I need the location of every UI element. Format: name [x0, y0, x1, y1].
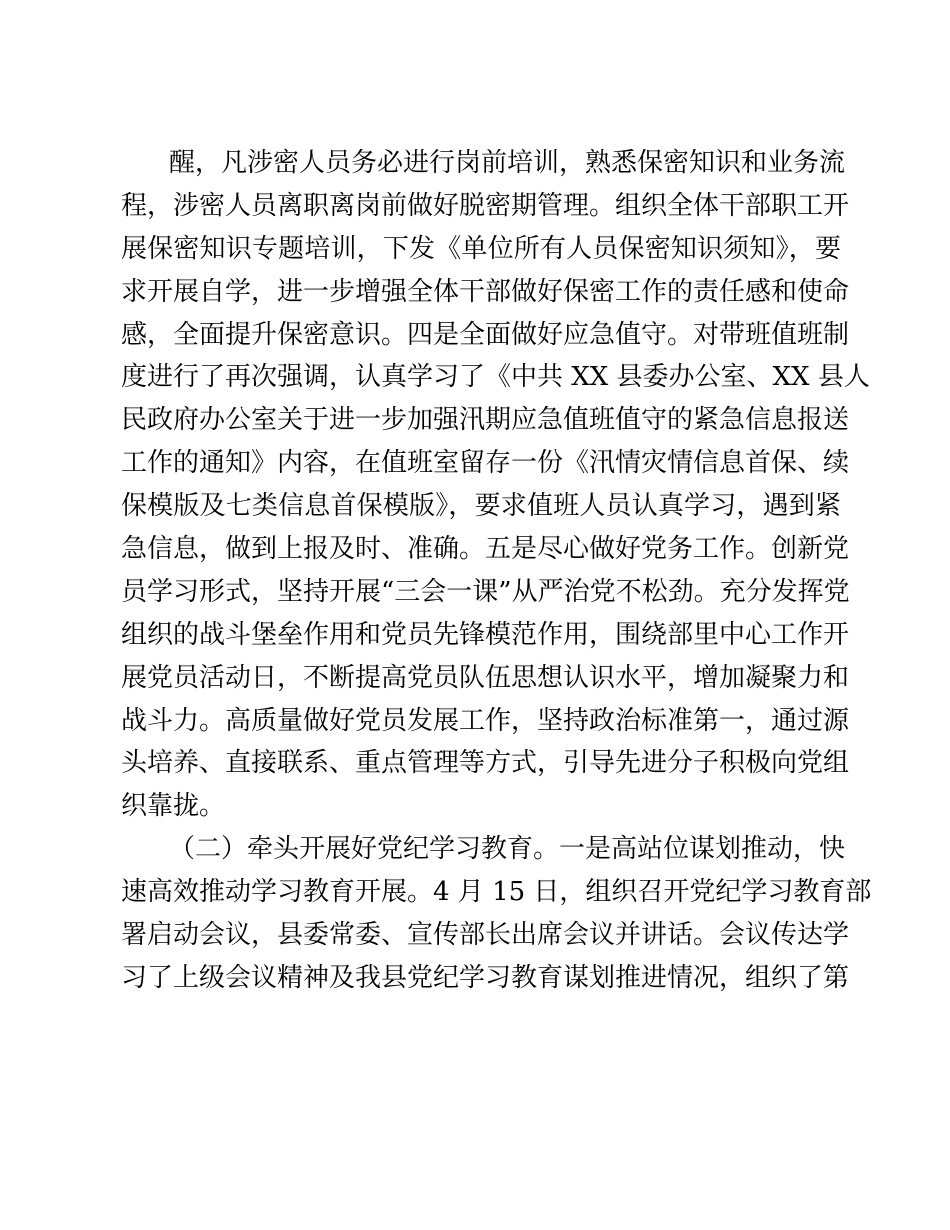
paragraph-line-20: 习了上级会议精神及我县党纪学习教育谋划推进情况，组织了第 — [121, 962, 850, 993]
paragraph-line-4: 求开展自学，进一步增强全体干部做好保密工作的责任感和使命 — [121, 276, 850, 307]
paragraph-line-9: 保模版及七类信息首保模版》，要求值班人员认真学习，遇到紧 — [121, 491, 841, 522]
paragraph-line-14: 战斗力。高质量做好党员发展工作，坚持政治标准第一，通过源 — [121, 705, 850, 736]
paragraph-line-15: 头培养、直接联系、重点管理等方式，引导先进分子积极向党组 — [121, 748, 850, 779]
paragraph-line-19: 署启动会议，县委常委、宣传部长出席会议并讲话。会议传达学 — [121, 920, 850, 951]
body-text — [121, 142, 872, 1000]
paragraph-line-3: 展保密知识专题培训，下发《单位所有人员保密知识须知》，要 — [121, 233, 841, 264]
paragraph-line-13: 展党员活动日，不断提高党员队伍思想认识水平，增加凝聚力和 — [121, 662, 850, 693]
paragraph-line-5: 感，全面提升保密意识。四是全面做好应急值守。对带班值班制 — [121, 319, 850, 350]
paragraph-line-16: 织靠拢。 — [121, 791, 226, 822]
paragraph-line-2: 程，涉密人员离职离岗前做好脱密期管理。组织全体干部职工开 — [121, 190, 850, 221]
paragraph-line-11: 员学习形式，坚持开展“三会一课”从严治党不松劲。充分发挥党 — [121, 576, 850, 607]
section-heading-line: （二）牵头开展好党纪学习教育。一是高站位谋划推动，快 — [169, 834, 846, 865]
paragraph-line-1: 醒，凡涉密人员务必进行岗前培训，熟悉保密知识和业务流 — [169, 148, 846, 178]
paragraph-line-18: 速高效推动学习教育开展。4 月 15 日，组织召开党纪学习教育部 — [121, 877, 872, 908]
paragraph-line-6: 度进行了再次强调，认真学习了《中共 XX 县委办公室、XX 县人 — [121, 362, 870, 393]
paragraph-line-12: 组织的战斗堡垒作用和党员先锋模范作用，围绕部里中心工作开 — [121, 619, 850, 650]
paragraph-line-8: 工作的通知》内容，在值班室留存一份《汛情灾情信息首保、续 — [121, 448, 850, 479]
paragraph-line-10: 急信息，做到上报及时、准确。五是尽心做好党务工作。创新党 — [121, 534, 850, 565]
paragraph-line-7: 民政府办公室关于进一步加强汛期应急值班值守的紧急信息报送 — [121, 405, 850, 436]
